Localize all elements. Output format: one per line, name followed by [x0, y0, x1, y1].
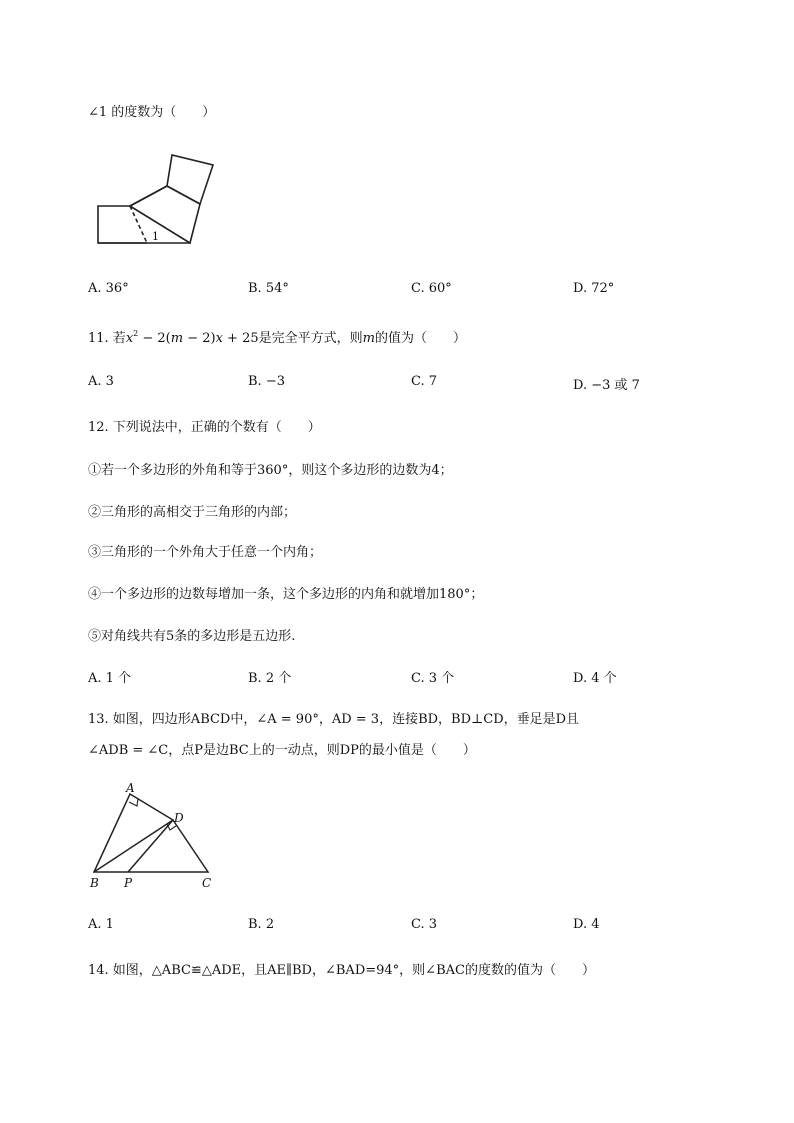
q11-expr-x2: x [215, 331, 223, 346]
q11-text-end: 的值为（ ） [374, 331, 466, 346]
q13-right-angle-a [129, 798, 138, 806]
q11-expr-m: m [170, 331, 184, 346]
q11-expr-mid2: − 2) [183, 331, 216, 346]
q10-option-b: B. 54° [248, 281, 289, 296]
q11-option-a: A. 3 [88, 374, 114, 389]
q14-stem: 14. 如图，△ABC≌△ADE，且AE∥BD，∠BAD=94°，则∠BAC的度数的值为（ ） [88, 963, 595, 978]
q10-option-c: C. 60° [411, 281, 452, 296]
q11-var-m: m [362, 331, 375, 346]
q11-option-b: B. −3 [248, 374, 285, 389]
q13-line-2: ∠ADB = ∠C，点P是边BC上的一动点，则DP的最小值是（ ） [88, 743, 476, 758]
q13-label-d: D [174, 811, 184, 825]
q11-stem [88, 327, 466, 346]
q13-label-p: P [124, 876, 133, 890]
q11-option-d: D. −3 或 7 [573, 378, 640, 393]
q12-stem: 12. 下列说法中，正确的个数有（ ） [88, 420, 321, 435]
q10-option-d: D. 72° [573, 281, 615, 296]
q13-option-c: C. 3 [411, 917, 438, 932]
q11-text-after: 是完全平方式，则 [258, 331, 363, 346]
q12-item-5: ⑤对角线共有5条的多边形是五边形. [88, 629, 296, 644]
q10-stem: ∠1 的度数为（ ） [88, 105, 216, 120]
q11-expr-x: x [125, 331, 134, 346]
q10-top-square [167, 155, 213, 204]
q13-option-a: A. 1 [88, 917, 114, 932]
q13-label-b: B [90, 876, 99, 890]
q12-option-a: A. 1 个 [88, 671, 132, 686]
q12-item-3: ③三角形的一个外角大于任意一个内角； [88, 545, 323, 560]
q10-pentagon [130, 186, 200, 243]
q12-item-1: ①若一个多边形的外角和等于360°，则这个多边形的边数为4； [88, 463, 453, 478]
q10-angle-label: 1 [152, 230, 159, 243]
q11-expr-mid: − 2( [138, 331, 171, 346]
q10-figure [90, 150, 220, 250]
q10-option-a: A. 36° [88, 281, 129, 296]
q12-item-4: ④一个多边形的边数每增加一条，这个多边形的内角和就增加180°； [88, 587, 484, 602]
q12-item-2: ②三角形的高相交于三角形的内部； [88, 505, 297, 520]
q12-option-d: D. 4 个 [573, 671, 617, 686]
q11-expr-tail: + 25 [222, 331, 259, 346]
q11-num: 11. 若 [88, 331, 126, 346]
q11-option-c: C. 7 [411, 374, 438, 389]
q13-label-a: A [126, 781, 135, 795]
q13-option-d: D. 4 [573, 917, 600, 932]
q12-option-c: C. 3 个 [411, 671, 455, 686]
q12-option-b: B. 2 个 [248, 671, 292, 686]
q13-figure [84, 780, 224, 892]
q11-expr-sup: 2 [133, 329, 139, 338]
q13-label-c: C [202, 876, 212, 890]
q13-option-b: B. 2 [248, 917, 275, 932]
q13-line-1: 13. 如图，四边形ABCD中，∠A = 90°，AD = 3，连接BD，BD⊥CD，垂足是D且 [88, 712, 580, 727]
